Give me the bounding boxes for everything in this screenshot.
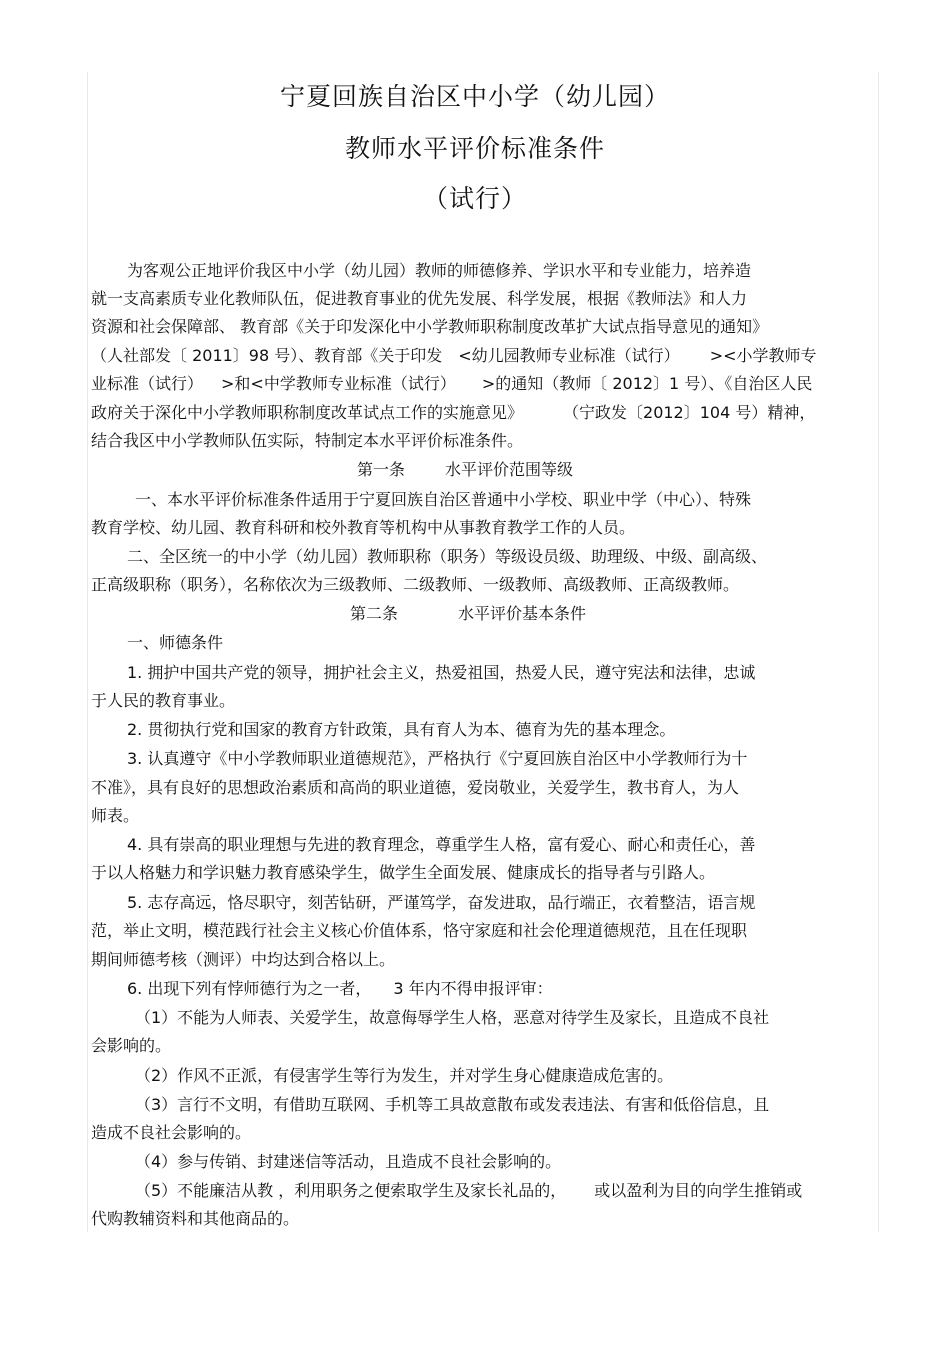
intro-line: 为客观公正地评价我区中小学（幼儿园）教师的师德修养、学识水平和专业能力，培养造	[127, 261, 752, 280]
intro-segment: ><小学教师专	[709, 346, 817, 365]
article-2-title: 水平评价基本条件	[458, 604, 587, 623]
article-2-line: 于以人格魅力和学识魅力教育感染学生，做学生全面发展、健康成长的指导者与引路人。	[91, 863, 716, 882]
article-2-line: 4. 具有崇高的职业理想与先进的教育理念，尊重学生人格，富有爱心、耐心和责任心，善	[127, 835, 756, 854]
intro-line	[91, 402, 815, 424]
sub-item-line: （3）言行不文明，有借助互联网、手机等工具故意散布或发表违法、有害和低俗信息，且	[135, 1095, 770, 1114]
section-heading: 一、师德条件	[127, 633, 224, 652]
item-6-segment: 3 年内不得申报评审：	[393, 979, 553, 998]
intro-segment: 政府关于深化中小学教师职称制度改革试点工作的实施意见》	[91, 403, 524, 422]
article-1-line: 一、本水平评价标准条件适用于宁夏回族自治区普通中小学校、职业中学（中心）、特殊	[135, 490, 752, 509]
intro-line	[91, 373, 812, 395]
intro-segment: >和<中学教师专业标准（试行）	[221, 374, 456, 393]
sub-item-line: 代购教辅资料和其他商品的。	[91, 1209, 300, 1228]
title-line-1: 宁夏回族自治区中小学（幼儿园）	[279, 82, 670, 111]
intro-line: 资源和社会保障部、 教育部《关于印发深化中小学教师职称制度改革扩大试点指导意见的通知》	[91, 317, 769, 336]
intro-segment: （宁政发〔2012〕104 号）精神，	[563, 403, 816, 422]
sub-item-line: 造成不良社会影响的。	[91, 1123, 252, 1142]
article-2-line: 于人民的教育事业。	[91, 691, 236, 710]
page-border-left	[87, 72, 88, 1232]
intro-segment: >的通知（教师〔 2012〕1 号）、《自治区人民	[481, 374, 813, 393]
article-1-number: 第一条	[357, 460, 406, 479]
page-border-right	[878, 72, 879, 1232]
article-2-heading	[350, 603, 586, 625]
article-1-title: 水平评价范围等级	[445, 460, 574, 479]
article-1-heading	[357, 459, 573, 481]
article-2-line: 3. 认真遵守《中小学教师职业道德规范》，严格执行《宁夏回族自治区中小学教师行为十	[127, 749, 748, 768]
article-2-line: 师表。	[91, 806, 140, 825]
intro-segment: <幼儿园教师专业标准（试行）	[458, 346, 680, 365]
intro-line	[91, 345, 817, 367]
sub-item-line: （2）作风不正派，有侵害学生等行为发生，并对学生身心健康造成危害的。	[135, 1066, 674, 1085]
intro-line: 结合我区中小学教师队伍实际，特制定本水平评价标准条件。	[91, 431, 524, 450]
article-2-line: 不准》，具有良好的思想政治素质和高尚的职业道德，爱岗敬业，关爱学生，教书育人，为人	[91, 778, 740, 797]
item-6-segment: 6. 出现下列有悖师德行为之一者，	[127, 979, 372, 998]
intro-segment: （人社部发〔 2011〕98 号）、教育部《关于印发	[91, 346, 443, 365]
sub-item-line	[135, 1180, 802, 1202]
sub-item-line: （4）参与传销、封建迷信等活动，且造成不良社会影响的。	[135, 1152, 562, 1171]
title-line-2: 教师水平评价标准条件	[344, 134, 605, 163]
article-2-line: 1. 拥护中国共产党的领导，拥护社会主义，热爱祖国，热爱人民，遵守宪法和法律，忠诚	[127, 663, 756, 682]
sub-item-line: 会影响的。	[91, 1036, 172, 1055]
intro-segment: 业标准（试行）	[91, 374, 204, 393]
article-1-line: 正高级职称（职务），名称依次为三级教师、二级教师、一级教师、高级教师、正高级教师。	[91, 575, 740, 594]
article-2-line: 2. 贯彻执行党和国家的教育方针政策，具有育人为本、德育为先的基本理念。	[127, 720, 676, 739]
article-2-number: 第二条	[350, 604, 399, 623]
title-line-3: （试行）	[422, 184, 527, 213]
sub-item-segment: （5）不能廉洁从教 ，利用职务之便索取学生及家长礼品的，	[135, 1181, 567, 1200]
article-2-line: 期间师德考核（测评）中均达到合格以上。	[91, 950, 396, 969]
article-1-line: 教育学校、幼儿园、教育科研和校外教育等机构中从事教育教学工作的人员。	[91, 518, 636, 537]
sub-item-line: （1）不能为人师表、关爱学生，故意侮辱学生人格，恶意对待学生及家长，且造成不良社	[135, 1008, 770, 1027]
article-1-line: 二、全区统一的中小学（幼儿园）教师职称（职务）等级设员级、助理级、中级、副高级、	[127, 547, 768, 566]
article-2-line: 范，举止文明，模范践行社会主义核心价值体系，恪守家庭和社会伦理道德规范，且在任现职	[91, 921, 748, 940]
article-2-line: 5. 志存高远，恪尽职守，刻苦钻研，严谨笃学，奋发进取，品行端正，衣着整洁，语言规	[127, 893, 756, 912]
intro-line: 就一支高素质专业化教师队伍，促进教育事业的优先发展、科学发展，根据《教师法》和人力	[91, 289, 748, 308]
sub-item-segment: 或以盈利为目的向学生推销或	[594, 1181, 803, 1200]
item-6-line	[127, 978, 553, 1000]
